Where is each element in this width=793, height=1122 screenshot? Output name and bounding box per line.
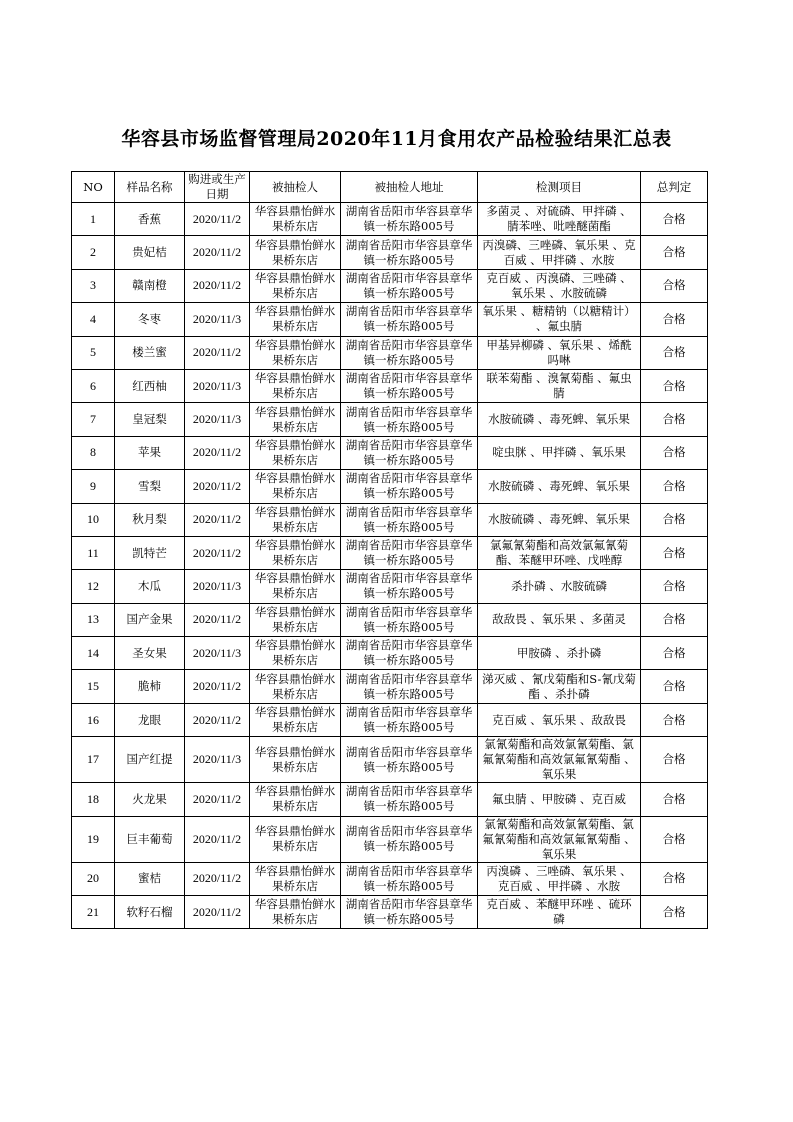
cell-sample-name: 木瓜 xyxy=(115,570,185,603)
cell-verdict: 合格 xyxy=(641,470,708,503)
cell-verdict: 合格 xyxy=(641,269,708,302)
cell-sample-name: 国产红提 xyxy=(115,737,185,783)
cell-verdict: 合格 xyxy=(641,783,708,816)
cell-verdict: 合格 xyxy=(641,637,708,670)
cell-sample-name: 龙眼 xyxy=(115,703,185,736)
cell-verdict: 合格 xyxy=(641,816,708,862)
cell-date: 2020/11/2 xyxy=(185,336,250,369)
cell-address: 湖南省岳阳市华容县章华镇一桥东路005号 xyxy=(341,503,478,536)
cell-sample-name: 冬枣 xyxy=(115,303,185,336)
cell-seller: 华容县鼎怡鲜水果桥东店 xyxy=(250,403,341,436)
cell-seller: 华容县鼎怡鲜水果桥东店 xyxy=(250,470,341,503)
cell-test-items: 啶虫脒 、甲拌磷 、氧乐果 xyxy=(478,436,641,469)
cell-sample-name: 巨丰葡萄 xyxy=(115,816,185,862)
table-row xyxy=(72,503,708,536)
cell-no: 11 xyxy=(72,536,115,569)
cell-date: 2020/11/2 xyxy=(185,816,250,862)
cell-test-items: 克百威 、苯醚甲环唑 、硫环磷 xyxy=(478,896,641,929)
cell-sample-name: 火龙果 xyxy=(115,783,185,816)
cell-no: 14 xyxy=(72,637,115,670)
cell-no: 17 xyxy=(72,737,115,783)
results-table xyxy=(71,171,708,929)
cell-seller: 华容县鼎怡鲜水果桥东店 xyxy=(250,670,341,703)
cell-date: 2020/11/3 xyxy=(185,403,250,436)
cell-address: 湖南省岳阳市华容县章华镇一桥东路005号 xyxy=(341,203,478,236)
cell-verdict: 合格 xyxy=(641,670,708,703)
cell-test-items: 氧乐果 、糖精钠（以糖精计） 、氟虫腈 xyxy=(478,303,641,336)
cell-no: 13 xyxy=(72,603,115,636)
table-row xyxy=(72,269,708,302)
cell-date: 2020/11/3 xyxy=(185,570,250,603)
table-row xyxy=(72,816,708,862)
cell-address: 湖南省岳阳市华容县章华镇一桥东路005号 xyxy=(341,336,478,369)
cell-date: 2020/11/2 xyxy=(185,783,250,816)
cell-verdict: 合格 xyxy=(641,336,708,369)
cell-test-items: 氟虫腈 、甲胺磷 、克百威 xyxy=(478,783,641,816)
cell-no: 7 xyxy=(72,403,115,436)
cell-verdict: 合格 xyxy=(641,436,708,469)
header-date: 购进或生产日期 xyxy=(185,172,250,203)
cell-test-items: 水胺硫磷 、毒死蜱、氧乐果 xyxy=(478,470,641,503)
table-row xyxy=(72,570,708,603)
cell-sample-name: 苹果 xyxy=(115,436,185,469)
cell-date: 2020/11/2 xyxy=(185,703,250,736)
cell-date: 2020/11/3 xyxy=(185,637,250,670)
cell-test-items: 杀扑磷 、水胺硫磷 xyxy=(478,570,641,603)
cell-no: 8 xyxy=(72,436,115,469)
table-row xyxy=(72,862,708,895)
table-body xyxy=(72,203,708,929)
cell-verdict: 合格 xyxy=(641,570,708,603)
header-seller: 被抽检人 xyxy=(250,172,341,203)
table-row xyxy=(72,637,708,670)
cell-seller: 华容县鼎怡鲜水果桥东店 xyxy=(250,336,341,369)
table-row xyxy=(72,470,708,503)
cell-test-items: 涕灭威 、氰戊菊酯和S-氰戊菊酯 、杀扑磷 xyxy=(478,670,641,703)
table-row xyxy=(72,203,708,236)
cell-no: 18 xyxy=(72,783,115,816)
cell-date: 2020/11/3 xyxy=(185,303,250,336)
document-title: 华容县市场监督管理局2020年11月食用农产品检验结果汇总表 xyxy=(121,128,672,150)
cell-verdict: 合格 xyxy=(641,703,708,736)
cell-address: 湖南省岳阳市华容县章华镇一桥东路005号 xyxy=(341,403,478,436)
cell-test-items: 丙溴磷、三唑磷、氧乐果 、克百威 、甲拌磷 、水胺 xyxy=(478,236,641,269)
cell-seller: 华容县鼎怡鲜水果桥东店 xyxy=(250,369,341,402)
cell-verdict: 合格 xyxy=(641,503,708,536)
header-sample-name: 样品名称 xyxy=(115,172,185,203)
cell-address: 湖南省岳阳市华容县章华镇一桥东路005号 xyxy=(341,603,478,636)
cell-address: 湖南省岳阳市华容县章华镇一桥东路005号 xyxy=(341,236,478,269)
cell-seller: 华容县鼎怡鲜水果桥东店 xyxy=(250,536,341,569)
cell-sample-name: 皇冠梨 xyxy=(115,403,185,436)
cell-sample-name: 红西柚 xyxy=(115,369,185,402)
cell-verdict: 合格 xyxy=(641,303,708,336)
table-row xyxy=(72,737,708,783)
cell-address: 湖南省岳阳市华容县章华镇一桥东路005号 xyxy=(341,816,478,862)
cell-address: 湖南省岳阳市华容县章华镇一桥东路005号 xyxy=(341,637,478,670)
cell-address: 湖南省岳阳市华容县章华镇一桥东路005号 xyxy=(341,896,478,929)
table-row xyxy=(72,603,708,636)
cell-date: 2020/11/2 xyxy=(185,503,250,536)
cell-sample-name: 香蕉 xyxy=(115,203,185,236)
cell-seller: 华容县鼎怡鲜水果桥东店 xyxy=(250,637,341,670)
cell-address: 湖南省岳阳市华容县章华镇一桥东路005号 xyxy=(341,670,478,703)
cell-date: 2020/11/3 xyxy=(185,369,250,402)
cell-no: 6 xyxy=(72,369,115,402)
cell-verdict: 合格 xyxy=(641,737,708,783)
cell-address: 湖南省岳阳市华容县章华镇一桥东路005号 xyxy=(341,470,478,503)
header-address: 被抽检人地址 xyxy=(341,172,478,203)
cell-test-items: 氯氰菊酯和高效氯氰菊酯、氯氟氰菊酯和高效氯氟氰菊酯 、氧乐果 xyxy=(478,737,641,783)
cell-seller: 华容县鼎怡鲜水果桥东店 xyxy=(250,703,341,736)
cell-date: 2020/11/2 xyxy=(185,896,250,929)
cell-no: 5 xyxy=(72,336,115,369)
cell-seller: 华容县鼎怡鲜水果桥东店 xyxy=(250,303,341,336)
cell-sample-name: 国产金果 xyxy=(115,603,185,636)
table-row xyxy=(72,783,708,816)
cell-seller: 华容县鼎怡鲜水果桥东店 xyxy=(250,436,341,469)
cell-verdict: 合格 xyxy=(641,203,708,236)
table-row xyxy=(72,403,708,436)
cell-address: 湖南省岳阳市华容县章华镇一桥东路005号 xyxy=(341,570,478,603)
cell-sample-name: 赣南橙 xyxy=(115,269,185,302)
cell-no: 1 xyxy=(72,203,115,236)
cell-no: 9 xyxy=(72,470,115,503)
cell-date: 2020/11/2 xyxy=(185,203,250,236)
cell-sample-name: 贵妃桔 xyxy=(115,236,185,269)
cell-address: 湖南省岳阳市华容县章华镇一桥东路005号 xyxy=(341,303,478,336)
cell-sample-name: 蜜桔 xyxy=(115,862,185,895)
cell-no: 4 xyxy=(72,303,115,336)
table-row xyxy=(72,303,708,336)
cell-test-items: 氯氟氰菊酯和高效氯氟氰菊酯、苯醚甲环唑、戊唑醇 xyxy=(478,536,641,569)
cell-sample-name: 凯特芒 xyxy=(115,536,185,569)
cell-address: 湖南省岳阳市华容县章华镇一桥东路005号 xyxy=(341,269,478,302)
cell-seller: 华容县鼎怡鲜水果桥东店 xyxy=(250,503,341,536)
cell-test-items: 氯氰菊酯和高效氯氰菊酯、氯氟氰菊酯和高效氯氟氰菊酯 、氧乐果 xyxy=(478,816,641,862)
cell-sample-name: 秋月梨 xyxy=(115,503,185,536)
table-row xyxy=(72,703,708,736)
cell-address: 湖南省岳阳市华容县章华镇一桥东路005号 xyxy=(341,436,478,469)
cell-test-items: 水胺硫磷 、毒死蜱、氧乐果 xyxy=(478,503,641,536)
cell-verdict: 合格 xyxy=(641,236,708,269)
table-row xyxy=(72,369,708,402)
cell-verdict: 合格 xyxy=(641,896,708,929)
cell-no: 19 xyxy=(72,816,115,862)
cell-test-items: 联苯菊酯 、溴氰菊酯 、氟虫腈 xyxy=(478,369,641,402)
cell-verdict: 合格 xyxy=(641,536,708,569)
cell-seller: 华容县鼎怡鲜水果桥东店 xyxy=(250,896,341,929)
cell-seller: 华容县鼎怡鲜水果桥东店 xyxy=(250,783,341,816)
cell-verdict: 合格 xyxy=(641,369,708,402)
table-row xyxy=(72,670,708,703)
cell-sample-name: 圣女果 xyxy=(115,637,185,670)
cell-date: 2020/11/2 xyxy=(185,862,250,895)
cell-seller: 华容县鼎怡鲜水果桥东店 xyxy=(250,862,341,895)
cell-verdict: 合格 xyxy=(641,603,708,636)
cell-address: 湖南省岳阳市华容县章华镇一桥东路005号 xyxy=(341,369,478,402)
header-row xyxy=(72,172,708,203)
cell-test-items: 多菌灵 、对硫磷、甲拌磷 、腈苯唑、吡唑醚菌酯 xyxy=(478,203,641,236)
cell-date: 2020/11/2 xyxy=(185,236,250,269)
header-no: NO xyxy=(72,172,115,203)
cell-test-items: 克百威 、丙溴磷、三唑磷 、氧乐果 、水胺硫磷 xyxy=(478,269,641,302)
table-row xyxy=(72,896,708,929)
cell-sample-name: 楼兰蜜 xyxy=(115,336,185,369)
cell-address: 湖南省岳阳市华容县章华镇一桥东路005号 xyxy=(341,536,478,569)
cell-test-items: 丙溴磷 、三唑磷、氧乐果 、克百威 、甲拌磷 、水胺 xyxy=(478,862,641,895)
cell-test-items: 甲基异柳磷 、氧乐果 、烯酰吗啉 xyxy=(478,336,641,369)
cell-date: 2020/11/2 xyxy=(185,603,250,636)
table-row xyxy=(72,536,708,569)
cell-verdict: 合格 xyxy=(641,862,708,895)
table-row xyxy=(72,236,708,269)
cell-sample-name: 脆柿 xyxy=(115,670,185,703)
cell-no: 20 xyxy=(72,862,115,895)
cell-test-items: 敌敌畏 、氧乐果 、多菌灵 xyxy=(478,603,641,636)
cell-no: 10 xyxy=(72,503,115,536)
cell-seller: 华容县鼎怡鲜水果桥东店 xyxy=(250,203,341,236)
cell-date: 2020/11/3 xyxy=(185,737,250,783)
cell-seller: 华容县鼎怡鲜水果桥东店 xyxy=(250,603,341,636)
cell-test-items: 克百威 、氧乐果 、敌敌畏 xyxy=(478,703,641,736)
table-row xyxy=(72,336,708,369)
cell-date: 2020/11/2 xyxy=(185,670,250,703)
cell-no: 12 xyxy=(72,570,115,603)
cell-no: 15 xyxy=(72,670,115,703)
cell-no: 16 xyxy=(72,703,115,736)
table-row xyxy=(72,436,708,469)
cell-seller: 华容县鼎怡鲜水果桥东店 xyxy=(250,570,341,603)
header-test-items: 检测项目 xyxy=(478,172,641,203)
cell-no: 21 xyxy=(72,896,115,929)
cell-address: 湖南省岳阳市华容县章华镇一桥东路005号 xyxy=(341,783,478,816)
cell-date: 2020/11/2 xyxy=(185,470,250,503)
cell-seller: 华容县鼎怡鲜水果桥东店 xyxy=(250,236,341,269)
cell-test-items: 水胺硫磷 、毒死蜱、氧乐果 xyxy=(478,403,641,436)
cell-no: 2 xyxy=(72,236,115,269)
cell-date: 2020/11/2 xyxy=(185,436,250,469)
cell-date: 2020/11/2 xyxy=(185,536,250,569)
cell-test-items: 甲胺磷 、杀扑磷 xyxy=(478,637,641,670)
cell-no: 3 xyxy=(72,269,115,302)
cell-address: 湖南省岳阳市华容县章华镇一桥东路005号 xyxy=(341,737,478,783)
cell-address: 湖南省岳阳市华容县章华镇一桥东路005号 xyxy=(341,862,478,895)
cell-seller: 华容县鼎怡鲜水果桥东店 xyxy=(250,816,341,862)
cell-verdict: 合格 xyxy=(641,403,708,436)
cell-sample-name: 软籽石榴 xyxy=(115,896,185,929)
cell-seller: 华容县鼎怡鲜水果桥东店 xyxy=(250,737,341,783)
cell-date: 2020/11/2 xyxy=(185,269,250,302)
header-verdict: 总判定 xyxy=(641,172,708,203)
cell-sample-name: 雪梨 xyxy=(115,470,185,503)
cell-seller: 华容县鼎怡鲜水果桥东店 xyxy=(250,269,341,302)
cell-address: 湖南省岳阳市华容县章华镇一桥东路005号 xyxy=(341,703,478,736)
